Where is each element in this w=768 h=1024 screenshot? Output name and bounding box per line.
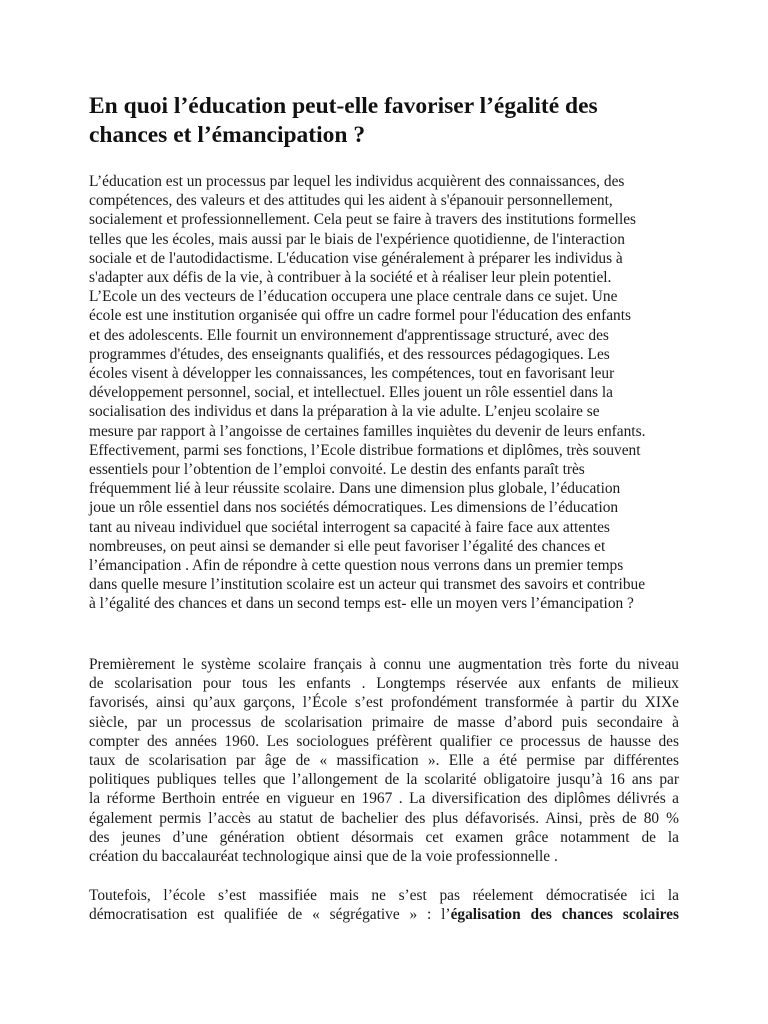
text-line: essentiels pour l’obtention de l’emploi convoité. Le destin des enfants paraît très [89, 461, 585, 479]
text-line: Toutefois, l’école s’est massifiée mais ne s’est pas réelement démocratisée ici la [89, 887, 679, 904]
massification-paragraph [89, 655, 679, 866]
text-line: siècle, par un processus de scolarisation primaire de masse d’abord puis secondaire à [89, 713, 679, 731]
document-title [89, 92, 689, 150]
text-line: tant au niveau individuel que sociétal interrogent sa capacité à faire face aux attentes [89, 518, 610, 536]
text-line: socialement et professionnellement. Cela peut se faire à travers des institutions formelles [89, 211, 637, 229]
text-line: favorisés, ainsi qu’aux garçons, l’École s’est profondément transformée à partir du XIXe [89, 694, 679, 712]
text-line: telles que les écoles, mais aussi par le biais de l'expérience quotidienne, de l'interaction [89, 230, 625, 248]
text-line: L’Ecole un des vecteurs de l’éducation occupera une place centrale dans ce sujet. Une [89, 288, 618, 306]
text-line: Effectivement, parmi ses fonctions, l’Ecole distribue formations et diplômes, très souvent [89, 441, 641, 459]
title-line: En quoi l’éducation peut-elle favoriser l’égalité des [89, 93, 598, 119]
text-line: développement personnel, social, et intellectuel. Elles jouent un rôle essentiel dans la [89, 384, 613, 402]
text-line: création du baccalauréat technologique ainsi que de la voie professionnelle . [89, 848, 558, 866]
text-line: également permis l’accès au statut de bachelier des plus défavorisés. Ainsi, près de 80 % [89, 809, 679, 827]
text-line: mesure par rapport à l’angoisse de certaines familles inquiètes du devenir de leurs enfants. [89, 422, 646, 440]
text-line: à l’égalité des chances et dans un second temps est- elle un moyen vers l’émancipation ? [89, 595, 634, 613]
text-line: écoles visent à développer les connaissances, les compétences, tout en favorisant leur [89, 365, 615, 383]
introduction-paragraph [89, 172, 679, 614]
title-line: chances et l’émancipation ? [89, 122, 366, 148]
bold-text-segment: égalisation des chances scolaires [450, 906, 679, 924]
text-line: programmes d'études, des enseignants qualifiés, et des ressources pédagogiques. Les [89, 345, 610, 363]
text-line: école est une institution organisée qui offre un cadre formel pour l'éducation des enfants [89, 307, 631, 325]
text-line: des jeunes d’une génération obtient désormais cet examen grâce notamment de la [89, 828, 679, 846]
text-line: et des adolescents. Elle fournit un environnement d'apprentissage structuré, avec des [89, 326, 609, 344]
text-line: sociale et de l'autodidactisme. L'éducation vise généralement à préparer les individus à [89, 249, 623, 267]
text-line: la réforme Berthoin entrée en vigueur en 1967 . La diversification des diplômes délivrés a [89, 790, 679, 808]
text-line [89, 905, 679, 924]
text-line: joue un rôle essentiel dans nos sociétés démocratiques. Les dimensions de l’éducation [89, 499, 619, 517]
text-line: s'adapter aux défis de la vie, à contribuer à la société et à réaliser leur plein potentiel. [89, 269, 612, 287]
text-line: fréquemment lié à leur réussite scolaire. Dans une dimension plus globale, l’éducation [89, 480, 621, 498]
text-line: Premièrement le système scolaire français à connu une augmentation très forte du niveau [89, 656, 679, 673]
text-line: politiques publiques telles que l’allongement de la scolarité obligatoire jusqu’à 16 ans par [89, 771, 679, 789]
text-line: taux de scolarisation par âge de « massification ». Elle a été permise par différentes [89, 752, 679, 770]
text-line: L’éducation est un processus par lequel les individus acquièrent des connaissances, des [89, 173, 625, 190]
text-line: compter des années 1960. Les sociologues préfèrent qualifier ce processus de hausse des [89, 732, 679, 750]
text-line: de scolarisation pour tous les enfants . Longtemps réservée aux enfants de milieux [89, 675, 679, 693]
text-line: l’émancipation . Afin de répondre à cette question nous verrons dans un premier temps [89, 557, 624, 575]
text-line: dans quelle mesure l’institution scolaire est un acteur qui transmet des savoirs et contribue [89, 576, 646, 594]
text-line: compétences, des valeurs et des attitudes qui les aident à s'épanouir personnellement, [89, 192, 613, 210]
text-segment: démocratisation est qualifiée de « ségrégative » : l’ [89, 906, 451, 924]
text-line: socialisation des individus et dans la préparation à la vie adulte. L’enjeu scolaire se [89, 403, 600, 421]
text-line: nombreuses, on peut ainsi se demander si elle peut favoriser l’égalité des chances et [89, 537, 606, 555]
democratisation-paragraph [89, 886, 679, 924]
